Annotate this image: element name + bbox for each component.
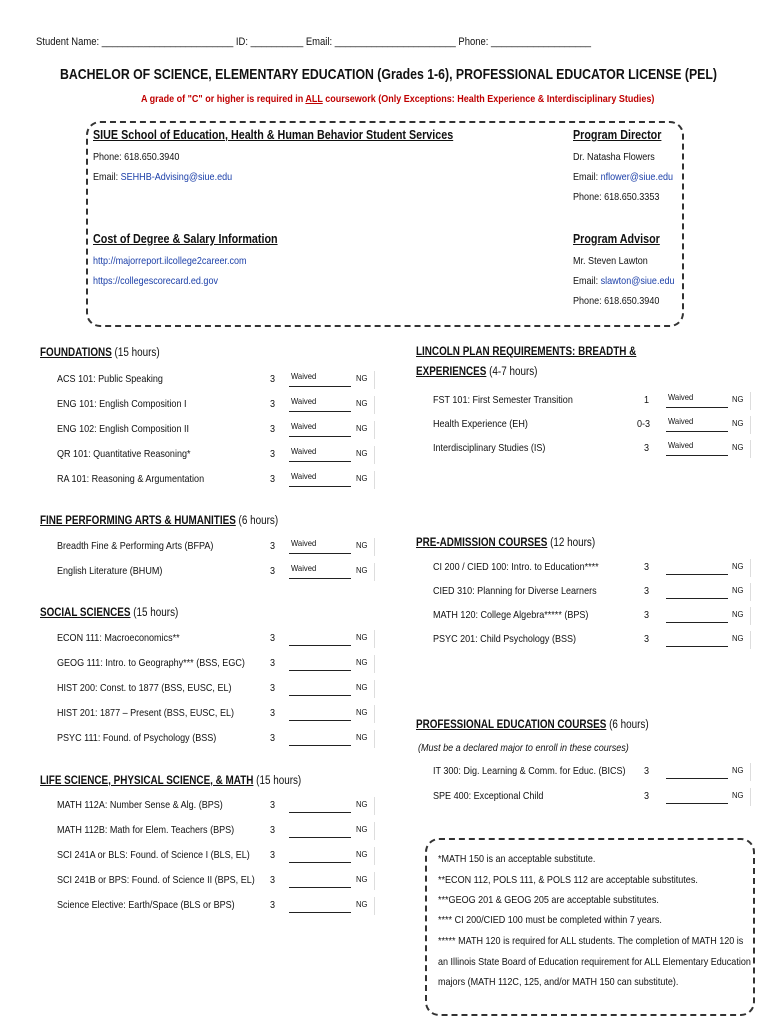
grade-entry-line[interactable] xyxy=(289,745,351,746)
ng-label: NG xyxy=(356,682,368,692)
advisor-title: Program Advisor xyxy=(573,232,660,246)
course-name: RA 101: Reasoning & Argumentation xyxy=(57,473,205,485)
course-credits: 3 xyxy=(270,540,276,552)
ng-label: NG xyxy=(732,561,744,571)
course-name: SPE 400: Exceptional Child xyxy=(433,790,544,802)
course-name: ACS 101: Public Speaking xyxy=(57,373,163,385)
course-credits: 3 xyxy=(644,585,650,597)
course-name: MATH 120: College Algebra***** (BPS) xyxy=(433,609,589,621)
cell-divider xyxy=(750,559,751,577)
grade-entry-line[interactable] xyxy=(289,812,351,813)
life_science-title: LIFE SCIENCE, PHYSICAL SCIENCE, & MATH xyxy=(40,775,254,787)
cell-divider xyxy=(750,392,751,410)
cell-divider xyxy=(374,680,375,698)
waived-status: Waived xyxy=(291,421,317,431)
course-name: GEOG 111: Intro. to Geography*** (BSS, EGC) xyxy=(57,657,245,669)
course-credits: 3 xyxy=(270,632,276,644)
cell-divider xyxy=(374,421,375,439)
cell-divider xyxy=(750,788,751,806)
course-credits: 3 xyxy=(270,398,276,410)
course-credits: 3 xyxy=(270,448,276,460)
waived-status: Waived xyxy=(291,563,317,573)
ng-label: NG xyxy=(356,824,368,834)
cell-divider xyxy=(750,416,751,434)
cell-divider xyxy=(374,822,375,840)
course-credits: 3 xyxy=(270,849,276,861)
course-credits: 3 xyxy=(644,442,650,454)
director-email-link[interactable]: nflower@siue.edu xyxy=(600,171,674,183)
course-credits: 3 xyxy=(270,824,276,836)
course-credits: 3 xyxy=(270,657,276,669)
collegescorecard-link[interactable]: https://collegescorecard.ed.gov xyxy=(93,275,218,287)
ng-label: NG xyxy=(356,423,368,433)
ng-label: NG xyxy=(356,448,368,458)
social_sciences-title: SOCIAL SCIENCES xyxy=(40,607,131,619)
ng-label: NG xyxy=(356,849,368,859)
course-credits: 3 xyxy=(270,899,276,911)
waived-status: Waived xyxy=(291,371,317,381)
course-credits: 3 xyxy=(644,561,650,573)
director-title: Program Director xyxy=(573,128,662,142)
director-name: Dr. Natasha Flowers xyxy=(573,151,655,163)
director-email: Email: nflower@siue.edu xyxy=(573,171,674,183)
foundations-hours: (15 hours) xyxy=(111,347,160,359)
cell-divider xyxy=(750,631,751,649)
ng-label: NG xyxy=(356,899,368,909)
advisor-name: Mr. Steven Lawton xyxy=(573,255,648,267)
cell-divider xyxy=(750,583,751,601)
ng-label: NG xyxy=(356,707,368,717)
ng-label: NG xyxy=(732,790,744,800)
waived-status: Waived xyxy=(291,396,317,406)
course-name: HIST 200: Const. to 1877 (BSS, EUSC, EL) xyxy=(57,682,232,694)
waived-status: Waived xyxy=(668,416,694,426)
course-credits: 3 xyxy=(644,609,650,621)
lincoln-title-line2: EXPERIENCES xyxy=(416,366,487,378)
waived-status: Waived xyxy=(291,446,317,456)
fine_arts-title: FINE PERFORMING ARTS & HUMANITIES xyxy=(40,515,236,527)
cell-divider xyxy=(374,630,375,648)
grade-entry-line[interactable] xyxy=(289,486,351,487)
grade-entry-line[interactable] xyxy=(289,461,351,462)
ng-label: NG xyxy=(356,540,368,550)
cell-divider xyxy=(374,538,375,556)
waived-status: Waived xyxy=(291,471,317,481)
course-name: IT 300: Dig. Learning & Comm. for Educ. (BICS) xyxy=(433,765,626,777)
grade-entry-line[interactable] xyxy=(289,578,351,579)
course-name: CI 200 / CIED 100: Intro. to Education**** xyxy=(433,561,599,573)
grade-entry-line[interactable] xyxy=(289,862,351,863)
social_sciences-heading xyxy=(40,607,178,619)
course-name: QR 101: Quantitative Reasoning* xyxy=(57,448,191,460)
grade-entry-line[interactable] xyxy=(666,646,728,647)
course-credits: 0-3 xyxy=(637,418,651,430)
ng-label: NG xyxy=(356,373,368,383)
course-credits: 3 xyxy=(270,799,276,811)
grade-entry-line[interactable] xyxy=(289,386,351,387)
course-name: Interdisciplinary Studies (IS) xyxy=(433,442,546,454)
pre_admission-title: PRE-ADMISSION COURSES xyxy=(416,537,548,549)
school-phone: Phone: 618.650.3940 xyxy=(93,151,180,163)
foundations-title: FOUNDATIONS xyxy=(40,347,112,359)
ng-label: NG xyxy=(356,657,368,667)
lincoln-title: LINCOLN PLAN REQUIREMENTS: BREADTH & xyxy=(416,346,637,358)
grade-entry-line[interactable] xyxy=(666,455,728,456)
cost-title: Cost of Degree & Salary Information xyxy=(93,232,278,246)
course-name: SCI 241A or BLS: Found. of Science I (BLS, EL) xyxy=(57,849,250,861)
ng-label: NG xyxy=(732,765,744,775)
course-credits: 3 xyxy=(644,633,650,645)
cell-divider xyxy=(374,705,375,723)
pre_admission-heading xyxy=(416,537,595,549)
cell-divider xyxy=(750,607,751,625)
footnote: ***** MATH 120 is required for ALL students. The completion of MATH 120 is xyxy=(438,935,744,947)
professional-title: PROFESSIONAL EDUCATION COURSES xyxy=(416,719,607,731)
grade-entry-line[interactable] xyxy=(289,695,351,696)
footnote: **** CI 200/CIED 100 must be completed within 7 years. xyxy=(438,914,662,926)
ng-label: NG xyxy=(356,732,368,742)
footnote: *MATH 150 is an acceptable substitute. xyxy=(438,853,596,865)
cell-divider xyxy=(374,371,375,389)
course-credits: 3 xyxy=(270,473,276,485)
grade-entry-line[interactable] xyxy=(289,553,351,554)
course-name: HIST 201: 1877 – Present (BSS, EUSC, EL) xyxy=(57,707,235,719)
course-name: ENG 101: English Composition I xyxy=(57,398,187,410)
course-credits: 3 xyxy=(270,732,276,744)
ng-label: NG xyxy=(732,585,744,595)
course-credits: 3 xyxy=(270,423,276,435)
cell-divider xyxy=(374,446,375,464)
ng-label: NG xyxy=(356,398,368,408)
director-phone: Phone: 618.650.3353 xyxy=(573,191,660,203)
grade-entry-line[interactable] xyxy=(289,436,351,437)
cell-divider xyxy=(750,763,751,781)
waived-status: Waived xyxy=(291,538,317,548)
grade-entry-line[interactable] xyxy=(666,431,728,432)
pre_admission-hours: (12 hours) xyxy=(547,537,596,549)
cell-divider xyxy=(374,872,375,890)
social_sciences-hours: (15 hours) xyxy=(130,607,179,619)
lincoln-heading-line2 xyxy=(416,366,537,378)
life_science-hours: (15 hours) xyxy=(253,775,302,787)
ng-label: NG xyxy=(732,609,744,619)
ng-label: NG xyxy=(356,565,368,575)
grade-entry-line[interactable] xyxy=(289,645,351,646)
cell-divider xyxy=(374,563,375,581)
fine_arts-hours: (6 hours) xyxy=(235,515,279,527)
course-name: MATH 112A: Number Sense & Alg. (BPS) xyxy=(57,799,223,811)
ng-label: NG xyxy=(732,394,744,404)
grade-entry-line[interactable] xyxy=(666,778,728,779)
majorreport-link[interactable]: http://majorreport.ilcollege2career.com xyxy=(93,255,247,267)
life_science-heading xyxy=(40,775,301,787)
ng-label: NG xyxy=(356,632,368,642)
professional-heading xyxy=(416,719,649,731)
cell-divider xyxy=(374,730,375,748)
lincoln-heading xyxy=(416,346,636,358)
professional-hours: (6 hours) xyxy=(606,719,649,731)
grade-entry-line[interactable] xyxy=(666,803,728,804)
advisor-email: Email: slawton@siue.edu xyxy=(573,275,675,287)
footnote: majors (MATH 112C, 125, and/or MATH 150 can substitute). xyxy=(438,976,679,988)
grade-entry-line[interactable] xyxy=(289,912,351,913)
course-credits: 3 xyxy=(270,707,276,719)
course-name: CIED 310: Planning for Diverse Learners xyxy=(433,585,597,597)
footnote: an Illinois State Board of Education requirement for ALL Elementary Education xyxy=(438,956,751,968)
course-name: MATH 112B: Math for Elem. Teachers (BPS) xyxy=(57,824,235,836)
course-name: PSYC 201: Child Psychology (BSS) xyxy=(433,633,577,645)
course-credits: 3 xyxy=(270,565,276,577)
professional-note: (Must be a declared major to enroll in these courses) xyxy=(418,742,629,754)
course-credits: 3 xyxy=(270,373,276,385)
waived-status: Waived xyxy=(668,392,694,402)
school-email: Email: SEHHB-Advising@siue.edu xyxy=(93,171,233,183)
ng-label: NG xyxy=(732,442,744,452)
grade-entry-line[interactable] xyxy=(289,720,351,721)
course-name: FST 101: First Semester Transition xyxy=(433,394,573,406)
grade-entry-line[interactable] xyxy=(289,411,351,412)
ng-label: NG xyxy=(732,418,744,428)
course-name: Science Elective: Earth/Space (BLS or BPS) xyxy=(57,899,235,911)
grade-entry-line[interactable] xyxy=(666,622,728,623)
ng-label: NG xyxy=(356,799,368,809)
footnote: **ECON 112, POLS 111, & POLS 112 are acceptable substitutes. xyxy=(438,874,698,886)
fine_arts-heading xyxy=(40,515,278,527)
student-info-line: Student Name: _________________________ ID: __________ Email: _______________________ Phone: ___________________ xyxy=(36,36,591,48)
footnote: ***GEOG 201 & GEOG 205 are acceptable substitutes. xyxy=(438,894,659,906)
cell-divider xyxy=(750,440,751,458)
course-credits: 1 xyxy=(644,394,650,406)
course-name: SCI 241B or BPS: Found. of Science II (BPS, EL) xyxy=(57,874,255,886)
page-title: BACHELOR OF SCIENCE, ELEMENTARY EDUCATION (Grades 1-6), PROFESSIONAL EDUCATOR LICENSE (PEL) xyxy=(60,66,717,83)
course-credits: 3 xyxy=(270,874,276,886)
cell-divider xyxy=(374,655,375,673)
cell-divider xyxy=(374,797,375,815)
course-name: Health Experience (EH) xyxy=(433,418,528,430)
school-email-link[interactable]: SEHHB-Advising@siue.edu xyxy=(120,171,233,183)
grade-entry-line[interactable] xyxy=(666,598,728,599)
course-name: English Literature (BHUM) xyxy=(57,565,163,577)
cell-divider xyxy=(374,847,375,865)
grade-requirement-note: A grade of "C" or higher is required in ALL coursework (Only Exceptions: Health Experience & Interdisciplinary Studies) xyxy=(141,94,655,105)
ng-label: NG xyxy=(732,633,744,643)
ng-label: NG xyxy=(356,473,368,483)
course-name: ECON 111: Macroeconomics** xyxy=(57,632,180,644)
grade-entry-line[interactable] xyxy=(289,887,351,888)
advisor-phone: Phone: 618.650.3940 xyxy=(573,295,660,307)
course-credits: 3 xyxy=(644,790,650,802)
course-credits: 3 xyxy=(270,682,276,694)
cell-divider xyxy=(374,897,375,915)
grade-entry-line[interactable] xyxy=(289,670,351,671)
course-name: PSYC 111: Found. of Psychology (BSS) xyxy=(57,732,217,744)
ng-label: NG xyxy=(356,874,368,884)
cell-divider xyxy=(374,396,375,414)
course-credits: 3 xyxy=(644,765,650,777)
grade-entry-line[interactable] xyxy=(289,837,351,838)
lincoln-hours: (4-7 hours) xyxy=(486,366,538,378)
foundations-heading xyxy=(40,347,160,359)
advisor-email-link[interactable]: slawton@siue.edu xyxy=(600,275,675,287)
course-name: ENG 102: English Composition II xyxy=(57,423,190,435)
course-name: Breadth Fine & Performing Arts (BFPA) xyxy=(57,540,214,552)
grade-entry-line[interactable] xyxy=(666,407,728,408)
cell-divider xyxy=(374,471,375,489)
waived-status: Waived xyxy=(668,440,694,450)
school-services-title: SIUE School of Education, Health & Human Behavior Student Services xyxy=(93,128,454,142)
grade-entry-line[interactable] xyxy=(666,574,728,575)
